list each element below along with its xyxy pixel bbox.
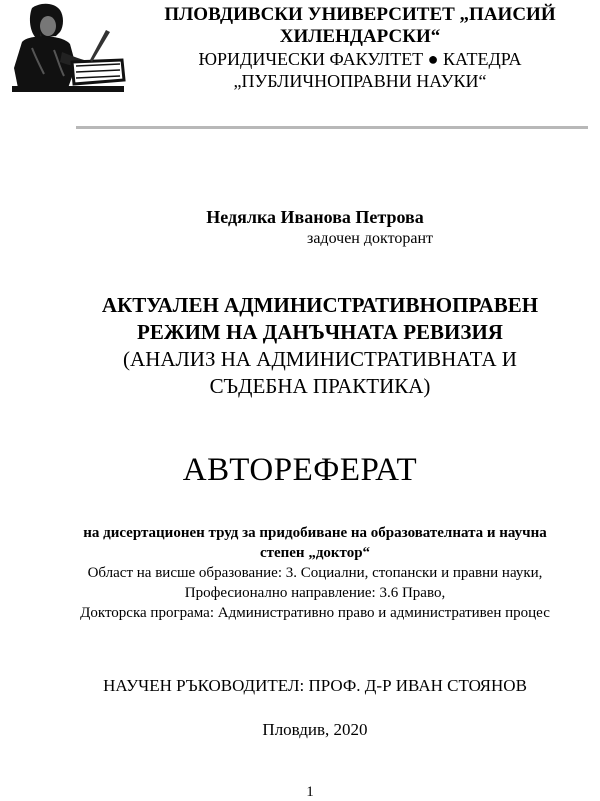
- title-line2: РЕЖИМ НА ДАНЪЧНАТА РЕВИЗИЯ: [137, 320, 503, 344]
- document-type: АВТОРЕФЕРАТ: [182, 452, 418, 488]
- description-block: [30, 523, 600, 623]
- faculty-line: ЮРИДИЧЕСКИ ФАКУЛТЕТ ● КАТЕДРА: [198, 49, 522, 69]
- title-line3: (АНАЛИЗ НА АДМИНИСТРАТИВНАТА И: [123, 347, 517, 371]
- author-name: Недялка Иванова Петрова: [206, 207, 424, 227]
- author-block: [0, 205, 600, 249]
- title-line1: АКТУАЛЕН АДМИНИСТРАТИВНОПРАВЕН: [101, 293, 539, 317]
- paisiy-writing-monk-icon: [10, 2, 126, 94]
- university-name-line2: ХИЛЕНДАРСКИ“: [279, 26, 441, 47]
- title-line4: СЪДЕБНА ПРАКТИКА): [209, 374, 431, 398]
- professional-direction: Професионално направление: 3.6 Право,: [184, 585, 446, 601]
- university-header: [132, 4, 588, 92]
- field-of-education: Област на висше образование: 3. Социални, стопански и правни науки,: [87, 565, 543, 581]
- author-status: задочен докторант: [307, 230, 433, 247]
- dissertation-title: [40, 292, 600, 400]
- page-number: 1: [306, 784, 314, 800]
- doctoral-program: Докторска програма: Административно право и административен процес: [80, 605, 550, 621]
- description-line2: степен „доктор“: [259, 545, 371, 561]
- place-and-year: Пловдив, 2020: [262, 720, 368, 739]
- description-line1: на дисертационен труд за придобиване на образователната и научна: [83, 525, 547, 541]
- header-divider: [76, 126, 588, 129]
- university-name-line1: ПЛОВДИВСКИ УНИВЕРСИТЕТ „ПАИСИЙ: [164, 4, 556, 25]
- department-line: „ПУБЛИЧНОПРАВНИ НАУКИ“: [233, 71, 487, 91]
- scientific-supervisor: НАУЧЕН РЪКОВОДИТЕЛ: ПРОФ. Д-Р ИВАН СТОЯНОВ: [103, 676, 527, 695]
